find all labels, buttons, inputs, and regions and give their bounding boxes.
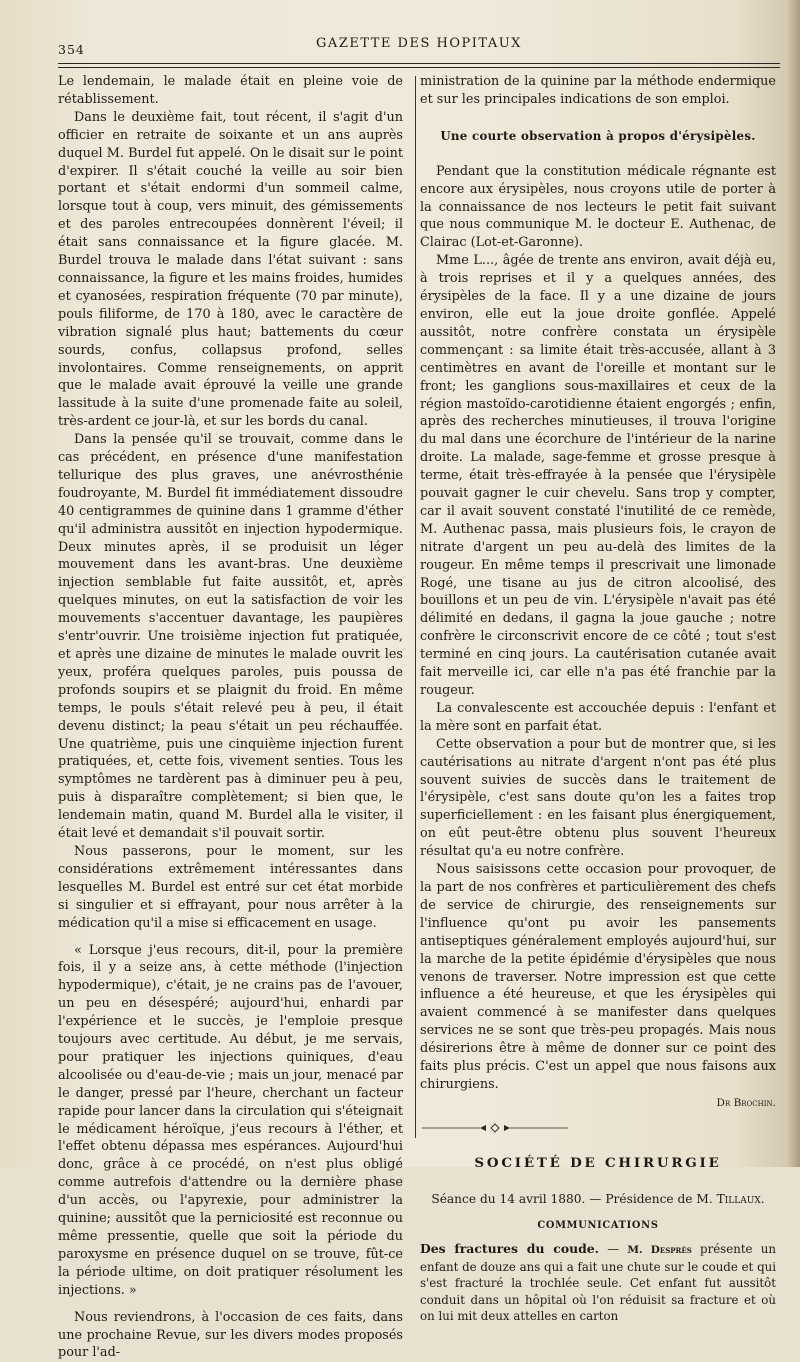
report-paragraph: [420, 1241, 776, 1325]
paragraph: Nous passerons, pour le moment, sur les considérations extrêmement intéressantes dans lesquelles M. Burdel est entré sur cet état morbide si singulier et si effrayant, pour nous arrêter à la médication qu'il a mise si efficacement en usage.: [58, 843, 403, 931]
paragraph: Dans la pensée qu'il se trouvait, comme dans le cas précédent, en présence d'une manifestation tellurique des plus graves, une anévrosthénie foudroyante, M. Burdel fit immédiatement dissoudre 40 centigrammes de quinine dans 1 gramme d'éther qu'il administra aussitôt en injection hypodermique. Deux minutes après, il se produisit un léger mouvement dans les avant-bras. Une deuxième injection semblable fut faite aussitôt, et, après quelques minutes, on eut la satisfaction de voir les mouvements s'accentuer davantage, les paupières s'entr'ouvrir. Une troisième injection fut pratiquée, et après une dizaine de minutes le malade ouvrit les yeux, proféra quelques paroles, puis poussa de profonds soupirs et se plaignit du froid. En même temps, le pouls s'était relevé peu à peu, il était devenu distinct; la peau s'était un peu réchauffée. Une quatrième, puis une cinquième injection furent pratiquées, et, cette fois, vivement senties. Tous les symptômes ne tardèrent pas à diminuer peu à peu, puis à disparaître complètement; si bien que, le lendemain matin, quand M. Burdel alla le visiter, il était levé et demandait s'il pouvait sortir.: [58, 432, 403, 842]
paragraph: Le lendemain, le malade était en pleine voie de rétablissement.: [58, 74, 403, 107]
paragraph: Pendant que la constitution médicale régnante est encore aux érysipèles, nous croyons utile de porter à la connaissance de nos lecteurs le petit fait suivant que nous communique M. le docteur E. Authenac, de Clairac (Lot-et-Garonne).: [420, 163, 776, 251]
left-column: [58, 73, 403, 1362]
report-title: Des fractures du coude.: [420, 1241, 599, 1257]
right-column: [420, 73, 776, 1325]
page-spine-shadow: [786, 0, 800, 1167]
report-text: présente un enfant de douze ans qui a fait une chute sur le coude et qui s'est fracturé la trochlée seule. Cet enfant fut aussitôt conduit dans un hôpital où l'on réduisit sa fracture et où on lui mit deux attelles en carton: [420, 1242, 776, 1324]
paragraph: ministration de la quinine par la méthode endermique et sur les principales indications de son emploi.: [420, 74, 776, 107]
running-title: GAZETTE DES HOPITAUX: [316, 36, 522, 51]
paragraph: Nous saisissons cette occasion pour provoquer, de la part de nos confrères et particulièrement des chefs de service de chirurgie, des renseignements sur l'influence qu'ont pu avoir les pansements antiseptiques généralement employés aujourd'hui, sur la marche de la petite épidémie d'érysipèles que nous venons de traverser. Notre impression est que cette influence a été heureuse, et que les érysipèles qui avaient commencé à se manifester dans quelques services ne se sont que très-peu propagés. Mais nous désirerions être à même de donner sur ce point des faits plus précis. C'est un appel que nous faisons aux chirurgiens.: [420, 862, 776, 1092]
section-title: SOCIÉTÉ DE CHIRURGIE: [474, 1154, 722, 1171]
paragraph: Cette observation a pour but de montrer que, si les cautérisations au nitrate d'argent n'ont pas été plus souvent suivies de succès dans le traitement de l'érysipèle, c'est sans doute qu'on les a faites trop superficiellement : en les faisant plus énergiquement, on eût peut-être obtenu plus souvent l'heureux résultat qu'a eu notre confrère.: [420, 736, 776, 860]
paragraph: Nous reviendrons, à l'occasion de ces faits, dans une prochaine Revue, sur les divers modes proposés pour l'ad-: [58, 1309, 403, 1361]
page-header: [58, 36, 780, 58]
header-rule-thick: [58, 63, 780, 64]
report-author: M. Desprès: [627, 1244, 692, 1257]
article-subheading: Une courte observation à propos d'érysipèles.: [440, 128, 756, 143]
header-rule-thin: [58, 67, 780, 68]
paragraph: Dans le deuxième fait, tout récent, il s'agit d'un officier en retraite de soixante et un ans auprès duquel M. Burdel fut appelé. On le disait sur le point d'expirer. Il s'était couché la veille au soir bien portant et s'était endormi d'un sommeil calme, lorsque tout à coup, vers minuit, des gémissements et des paroles entrecoupées donnèrent l'éveil; il était sans connaissance et la figure glacée. M. Burdel trouva le malade dans l'état suivant : sans connaissance, la figure et les mains froides, humides et cyanosées, respiration fréquente (70 par minute), pouls filiforme, de 170 à 180, avec le caractère de vibration signalé plus haut; battements du cœur sourds, confus, collapsus profond, selles involontaires. Comme renseignements, on apprit que le malade avait éprouvé la veille une grande lassitude à la suite d'une promenade faite au soleil, très-ardent ce jour-là, et sur les bords du canal.: [58, 109, 403, 430]
quotation-paragraph: « Lorsque j'eus recours, dit-il, pour la première fois, il y a seize ans, à cette méthode (l'injection hypodermique), c'était, je ne crains pas de l'avouer, un peu en désespéré; aujourd'hui, enhardi par l'expérience et le succès, je l'emploie presque toujours avec certitude. Au début, je me servais, pour pratiquer les injections quiniques, d'eau alcoolisée ou d'eau-de-vie ; mais un jour, menacé par le danger, pressé par l'heure, cherchant un facteur rapide pour lancer dans la circulation qui s'éteignait le médicament héroïque, j'eus recours à l'éther, et l'effet obtenu dépassa mes espérances. Aujourd'hui donc, grâce à ce procédé, on n'est plus obligé comme autrefois d'attendre ou la dernière phase d'un accès, ou l'apyrexie, pour administrer la quinine; aussitôt que la perniciosité est reconnue ou même pressentie, quelle que soit la période du paroxysme en présence duquel on se trouve, fût-ce la période ultime, on doit pratiquer résolument les injections. »: [58, 942, 403, 1298]
section-ornament: [420, 1123, 570, 1133]
session-line: [420, 1191, 776, 1209]
column-divider: [415, 76, 416, 1138]
page-number: 354: [58, 42, 85, 57]
session-date: Séance du 14 avril 1880. — Présidence de M.: [431, 1191, 717, 1206]
paragraph: La convalescente est accouchée depuis : l'enfant et la mère sont en parfait état.: [420, 700, 776, 734]
report-separator: —: [599, 1242, 628, 1257]
communications-heading: COMMUNICATIONS: [537, 1220, 659, 1232]
paragraph: Mme L..., âgée de trente ans environ, avait déjà eu, à trois reprises et il y a quelques années, des érysipèles de la face. Il y a une dizaine de jours environ, elle eut la joue droite gonflée. Appelé aussitôt, notre confrère constata un érysipèle commençant : sa limite était très-accusée, allant à 3 centimètres en avant de l'oreille et montant sur le front; les ganglions sous-maxillaires et ceux de la région mastoïdo-carotidienne étaient engorgés ; enfin, après des recherches minutieuses, il trouva l'origine du mal dans une écorchure de l'intérieur de la narine droite. La malade, sage-femme et grosse presque à terme, était très-effrayée à la pensée que l'érysipèle pouvait gagner le cuir chevelu. Sans trop y compter, car il avait souvent constaté l'inutilité de ce remède, M. Authenac passa, mais plusieurs fois, le crayon de nitrate d'argent un peu au-delà des limites de la rougeur. En même temps il prescrivait une limonade Rogé, une tisane au jus de citron alcoolisé, des bouillons et un peu de vin. L'érysipèle n'avait pas été délimité en dedans, il gagna la joue gauche ; notre confrère le circonscrivit encore de ce côté ; tout s'est terminé en cinq jours. La cautérisation cutanée avait fait merveille ici, car elle n'a pas été franchie par la rougeur.: [420, 253, 776, 698]
author-signature: Dr Brochin.: [716, 1096, 776, 1109]
session-president: Tillaux.: [716, 1191, 765, 1206]
